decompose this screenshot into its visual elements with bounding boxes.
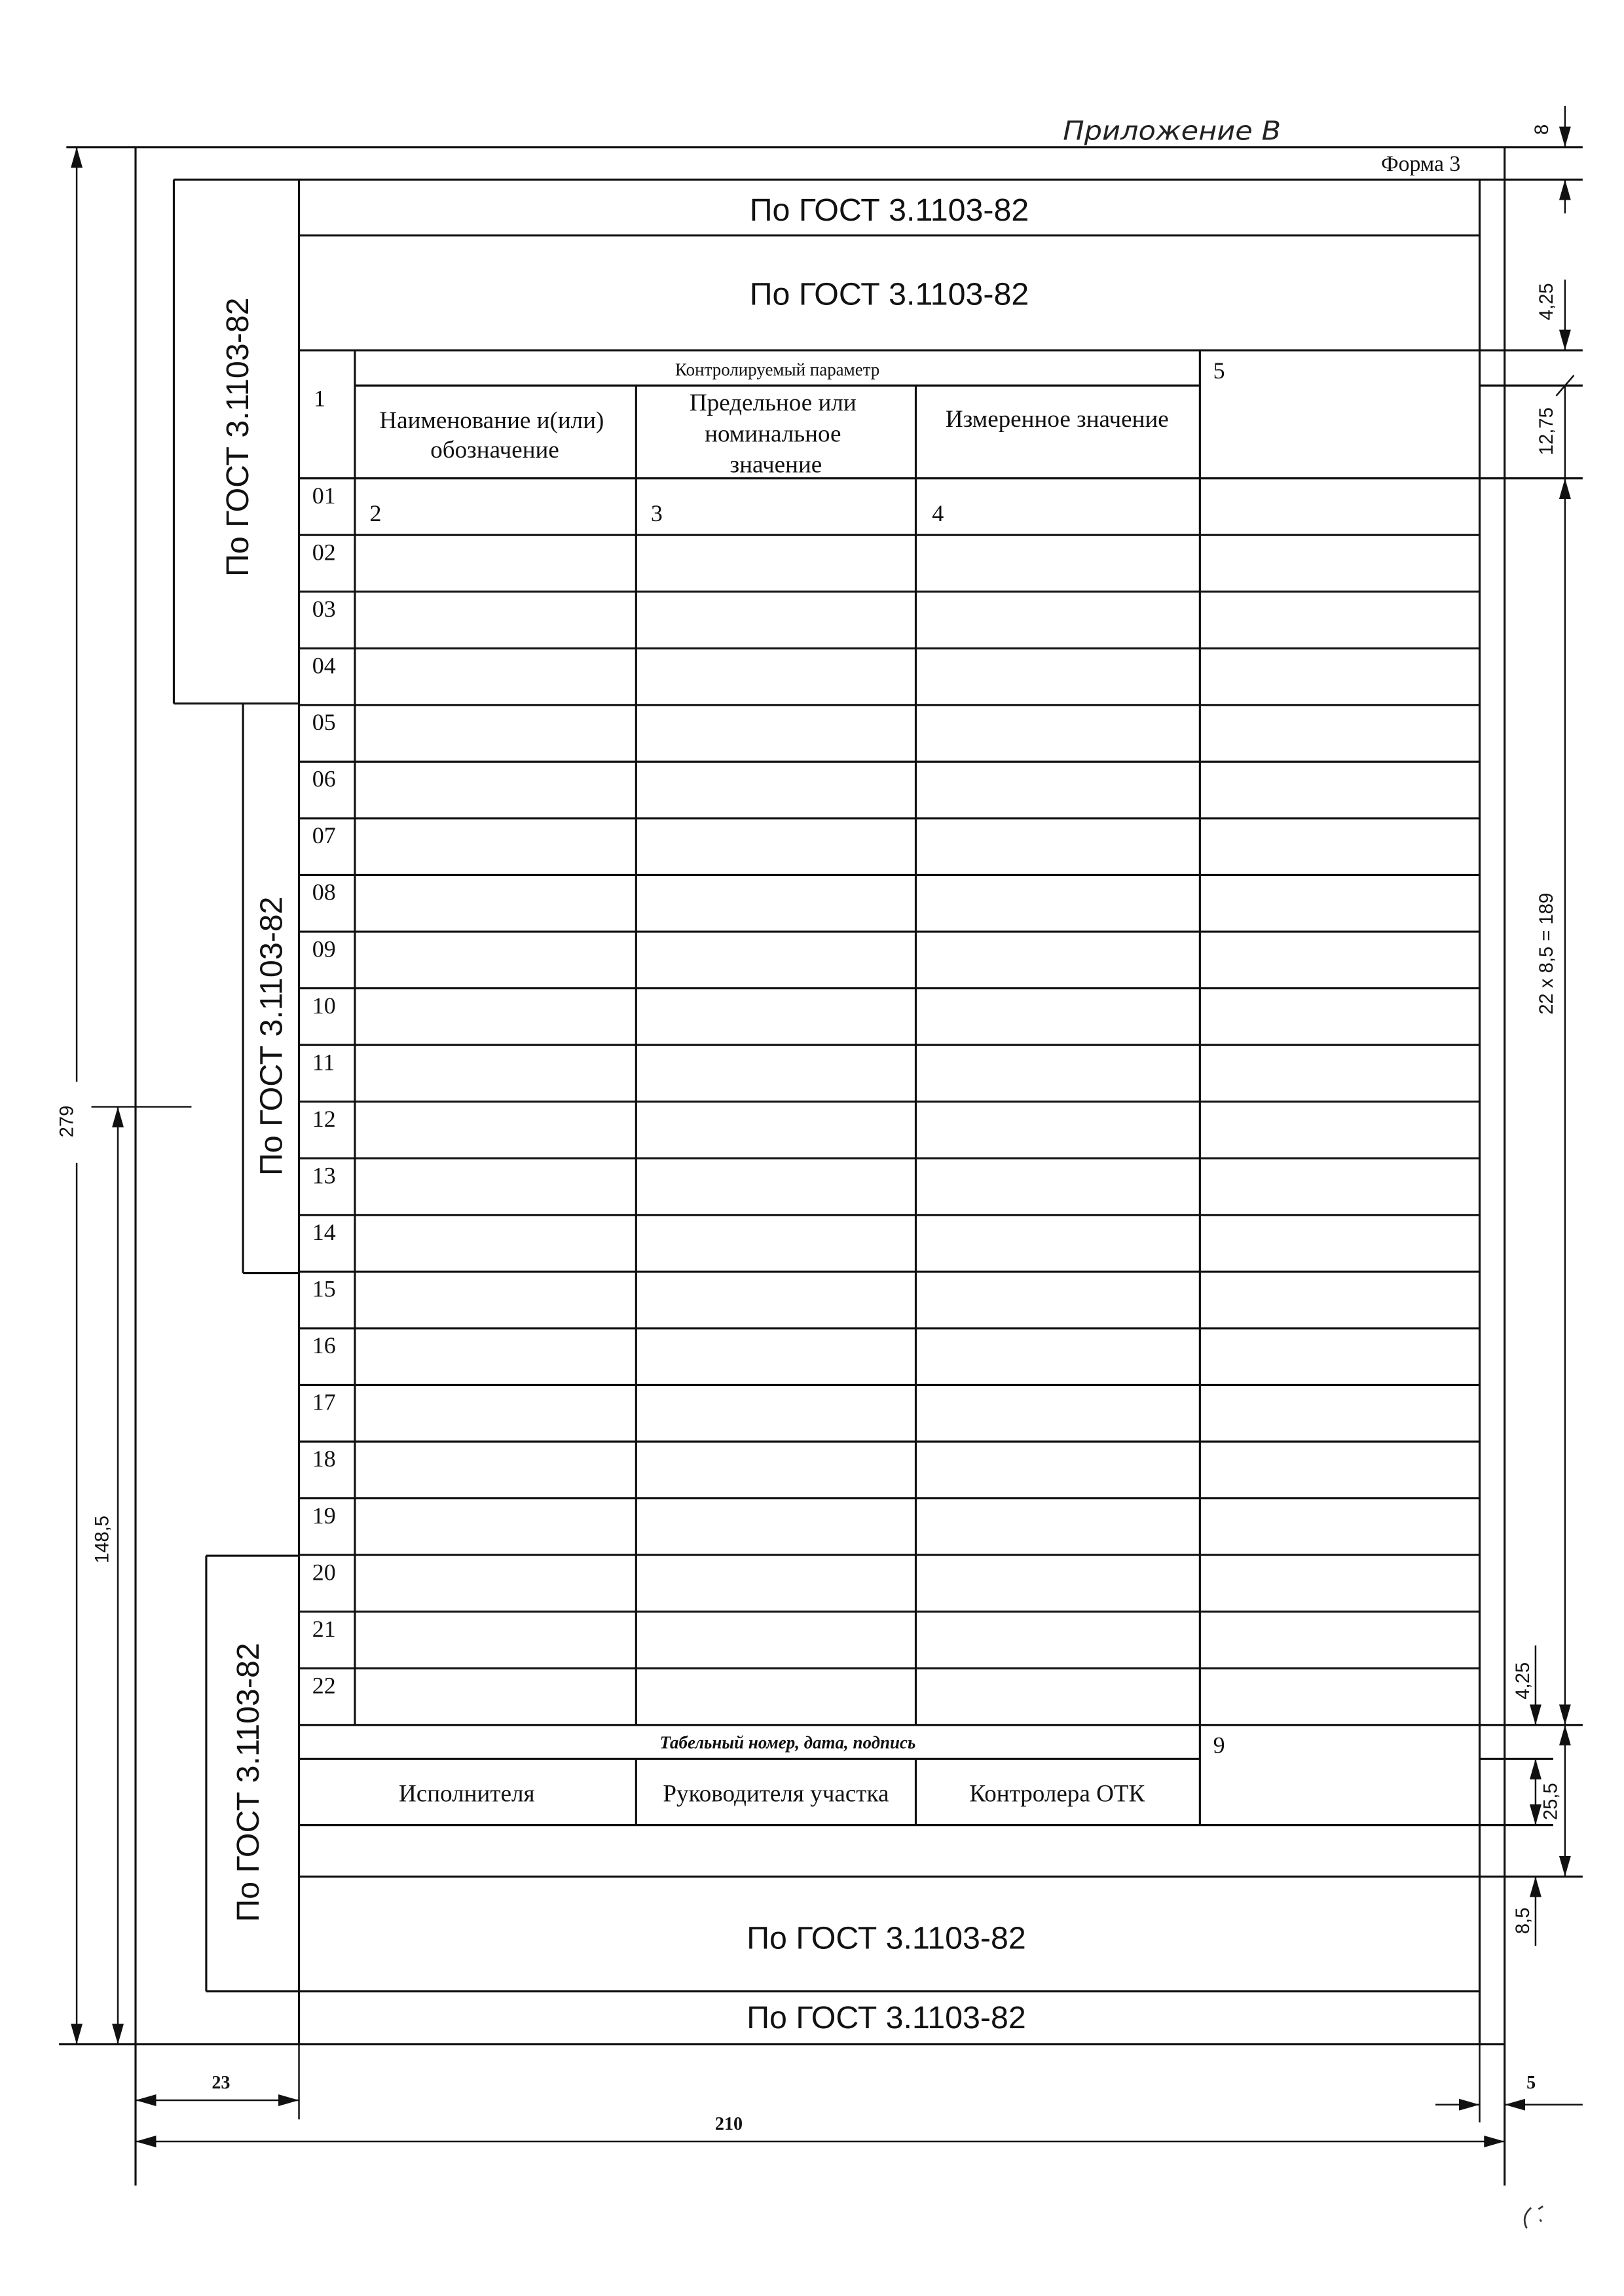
field-number-9: 9: [1213, 1732, 1225, 1758]
signature-header: Табельный номер, дата, подпись: [659, 1732, 916, 1753]
row-number: 16: [312, 1332, 336, 1359]
header-measured: Измеренное значение: [945, 405, 1169, 433]
dim-label-right-margin: 5: [1526, 2073, 1536, 2094]
field-number-2: 2: [369, 500, 382, 526]
dim-label-upper-header: 4,25: [1536, 283, 1557, 321]
row-number: 09: [312, 936, 336, 962]
row-number: 14: [312, 1219, 336, 1246]
top-row-1-text: По ГОСТ 3.1103-82: [749, 192, 1029, 228]
header-name-line: Наименование и(или): [379, 407, 604, 435]
row-number: 06: [312, 765, 336, 792]
header-limit-line: Предельное или: [689, 390, 857, 417]
dim-label-footer: 25,5: [1540, 1783, 1562, 1821]
dim-label-sheet-width: 210: [714, 2113, 743, 2134]
dim-label-lower-header: 12,75: [1536, 407, 1557, 456]
row-number: 22: [312, 1672, 336, 1699]
side-block-2-text: По ГОСТ 3.1103-82: [253, 896, 289, 1176]
dim-label-left-margin: 23: [212, 2073, 231, 2094]
row-number: 19: [312, 1502, 336, 1529]
header-limit-line: значение: [729, 451, 822, 479]
bottom-row-2-text: По ГОСТ 3.1103-82: [747, 1999, 1026, 2035]
top-row-2-text: По ГОСТ 3.1103-82: [749, 276, 1029, 312]
row-number: 20: [312, 1559, 336, 1586]
side-block-1-text: По ГОСТ 3.1103-82: [220, 297, 256, 577]
row-number: 15: [312, 1275, 336, 1302]
dim-label-body-rows: 22 x 8,5 = 189: [1536, 892, 1557, 1015]
side-block-3-text: По ГОСТ 3.1103-82: [230, 1643, 266, 1922]
header-limit-line: номинальное: [705, 420, 841, 448]
row-number: 03: [312, 595, 336, 622]
row-number: 05: [312, 709, 336, 736]
dim-label-sheet-height: 279: [56, 1105, 78, 1138]
row-number: 18: [312, 1446, 336, 1472]
row-number: 08: [312, 879, 336, 905]
row-number: 01: [312, 482, 336, 509]
field-number-4: 4: [932, 500, 944, 526]
field-number-3: 3: [650, 500, 663, 526]
dim-label-bottom-block: 8,5: [1512, 1907, 1534, 1935]
signature-section-head: Руководителя участка: [663, 1780, 889, 1808]
field-number-5: 5: [1213, 357, 1225, 384]
field-number-1: 1: [314, 385, 326, 412]
signature-executor: Исполнителя: [399, 1780, 535, 1808]
form-label: Форма 3: [1381, 151, 1461, 176]
row-number: 11: [312, 1049, 335, 1076]
row-number: 07: [312, 822, 336, 849]
row-number: 21: [312, 1615, 336, 1642]
row-number: 17: [312, 1389, 336, 1415]
signature-inspector: Контролера ОТК: [969, 1780, 1145, 1808]
row-number: 04: [312, 652, 336, 679]
header-name-line: обозначение: [430, 437, 559, 464]
group-header: Контролируемый параметр: [675, 359, 880, 380]
bottom-row-1-text: По ГОСТ 3.1103-82: [747, 1920, 1026, 1956]
dim-label-gap-above-footer: 4,25: [1512, 1662, 1534, 1700]
appendix-label: Приложение В: [1063, 115, 1282, 147]
row-number: 02: [312, 539, 336, 566]
dim-label-top-margin: 8: [1532, 124, 1553, 135]
row-number: 13: [312, 1162, 336, 1189]
row-number: 10: [312, 992, 336, 1019]
row-number: 12: [312, 1105, 336, 1132]
dim-label-half-height: 148,5: [92, 1515, 113, 1564]
